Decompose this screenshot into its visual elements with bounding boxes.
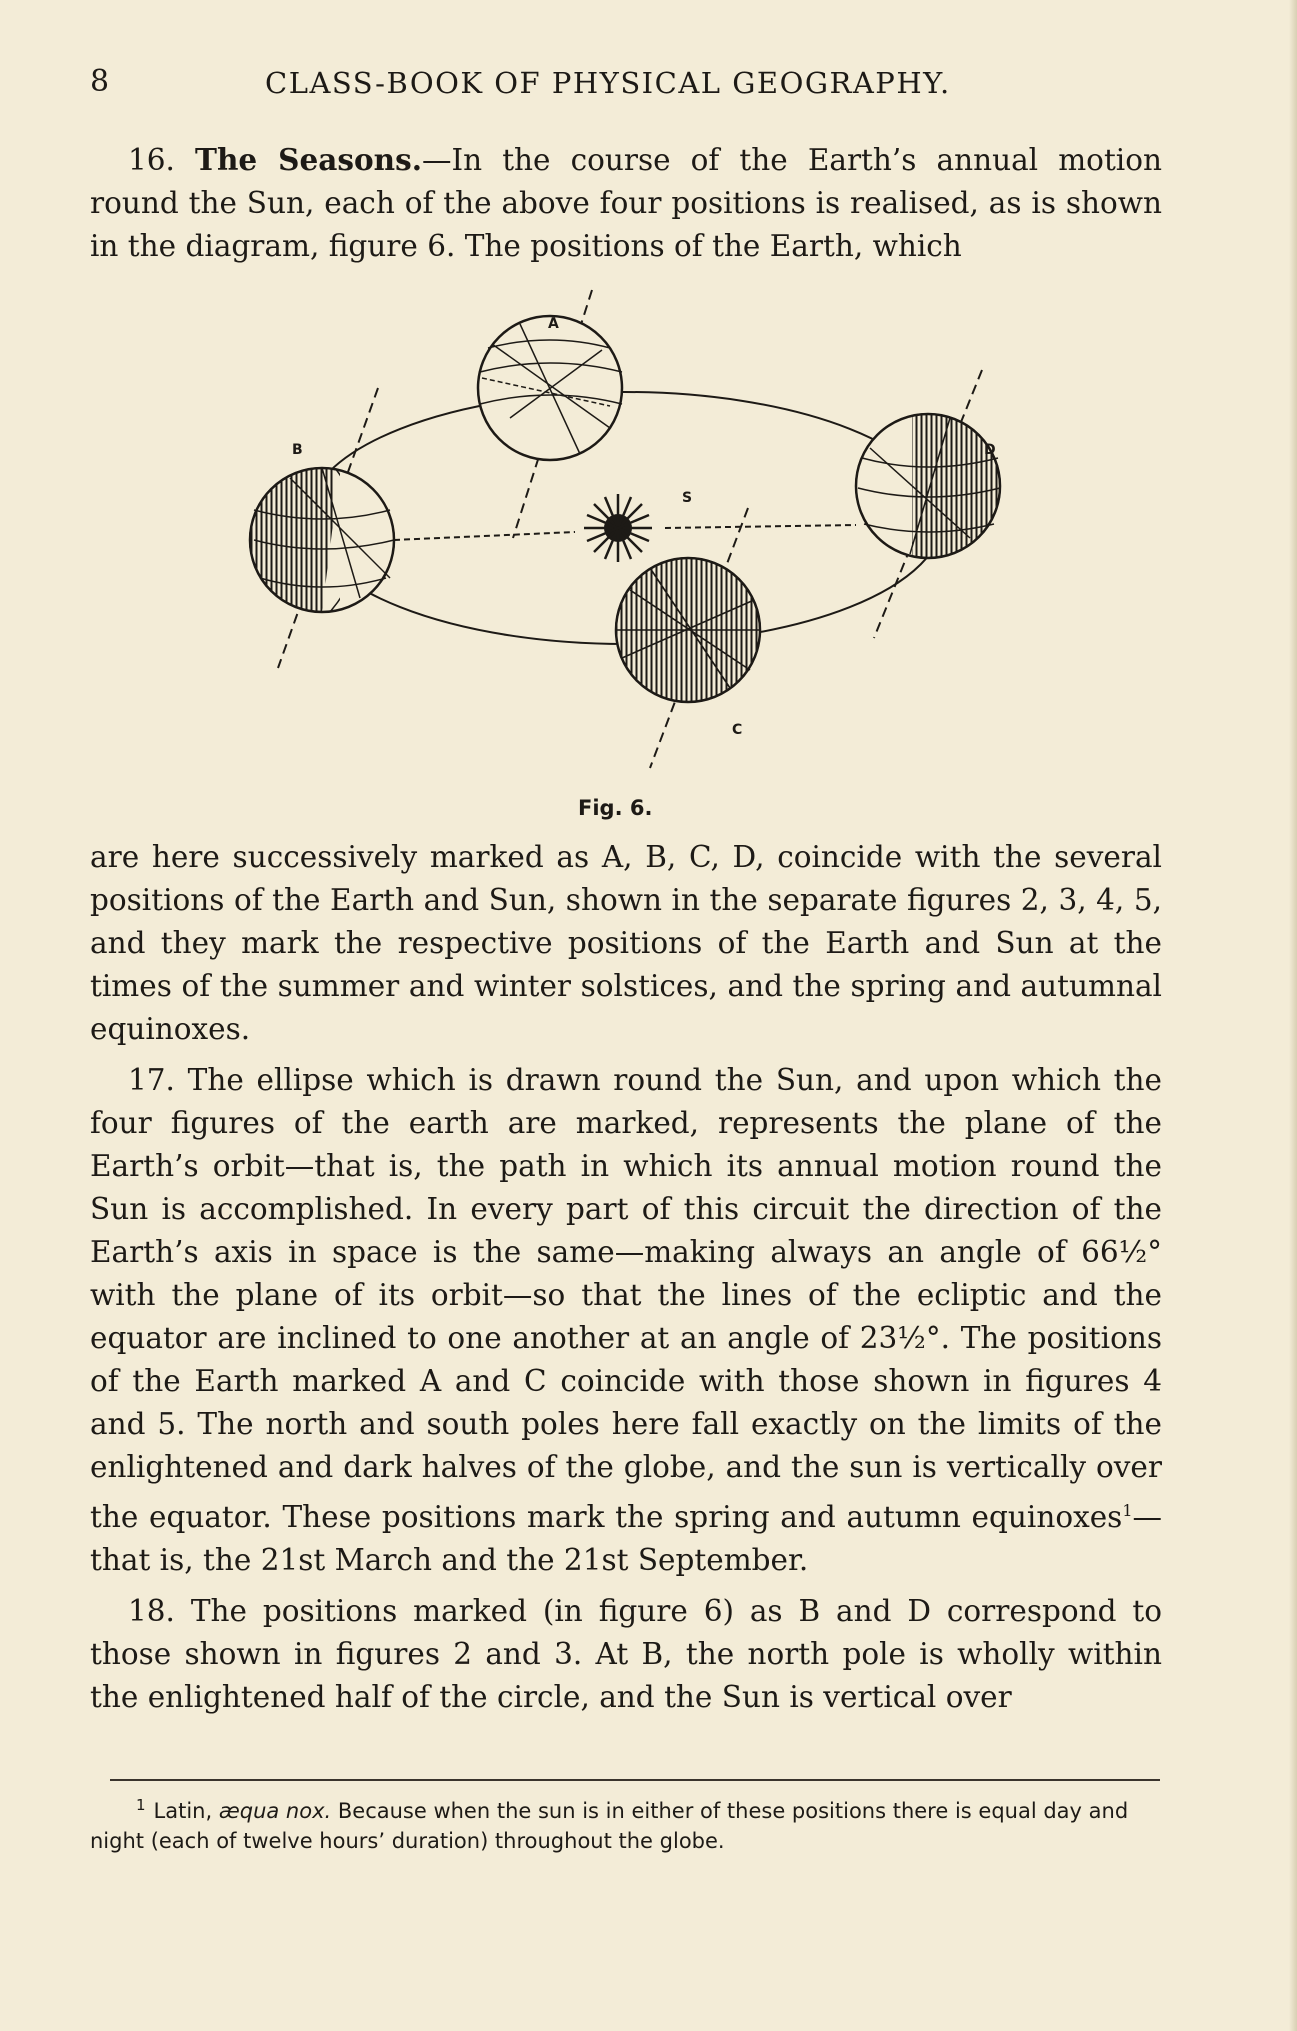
earth-a [478,316,622,460]
section-number: 17. [128,1063,175,1097]
label-a: A [548,316,559,332]
seasons-diagram [230,278,1030,798]
section-17 [90,1059,1162,1582]
footnote-latin-phrase: æqua nox. [218,1799,332,1823]
label-b: B [292,442,303,458]
label-d: D [984,442,996,458]
main-text [90,836,1162,1719]
section-number: 16. [128,143,175,177]
sun-icon [584,494,652,562]
footnote-latin-intro: Latin, [153,1799,219,1823]
footnote-mark: 1 [136,1796,146,1814]
label-s: S [682,490,693,506]
section-heading: The Seasons. [195,142,422,177]
line-sun-d [665,525,856,528]
footnote [90,1790,1162,1856]
running-title: CLASS-BOOK OF PHYSICAL GEOGRAPHY. [265,66,951,100]
figure-caption: Fig. 6. [578,796,653,820]
section-18 [90,1590,1162,1719]
line-b-sun [394,532,575,540]
section-17-text-1: The ellipse which is drawn round the Sun, and upon which the four figures of the earth are marked, represents the plane of the Earth’s orbit—that is, the path in which its annual motion round the Sun is accomplished. In every part of this circuit the direction of the Earth’s axis in space is the same—making always an angle of 66½° with the plane of its orbit—so that the lines of the ecliptic and the equator are inclined to one another at an angle of 23½°. The positions of the Earth marked A and C coincide with those shown in figures 4 and 5. The north and south poles here fall exactly on the limits of the enlightened and dark halves of the globe, and the sun is vertically over the equator. These positions mark the spring and autumn equinoxes [90,1063,1162,1534]
footnote-ref: 1 [1122,1501,1133,1520]
section-17-text-2: —that is, the 21st March and the 21st September. [90,1499,1162,1577]
section-16-continuation: are here successively marked as A, B, C, D, coincide with the several positions of the Earth and Sun, shown in the separate figures 2, 3, 4, 5, and they mark the respective positions of the Earth and Sun at the times of the summer and winter solstices, and the spring and autumnal equinoxes. [90,840,1162,1046]
section-16-intro-text: —In the course of the Earth’s annual motion round the Sun, each of the above four positions is realised, as is shown in the diagram, figure 6. The positions of the Earth, which [90,143,1162,263]
earth-c [616,558,760,702]
footnote-text: Because when the sun is in either of these positions there is equal day and night (each of twelve hours’ duration) throughout the globe. [90,1799,1129,1853]
page-number: 8 [90,64,110,99]
page-edge-shadow [1289,0,1297,2031]
section-18-text: The positions marked (in figure 6) as B and D correspond to those shown in figures 2 and 3. At B, the north pole is wholly within the enlightened half of the circle, and the Sun is vertical over [90,1593,1162,1714]
footnote-rule [110,1779,1160,1781]
earth-b [250,468,404,618]
section-number: 18. [128,1593,175,1628]
label-c: C [732,722,743,738]
section-16-intro [90,138,1162,268]
running-header [90,64,1170,114]
earth-d [850,408,1000,568]
